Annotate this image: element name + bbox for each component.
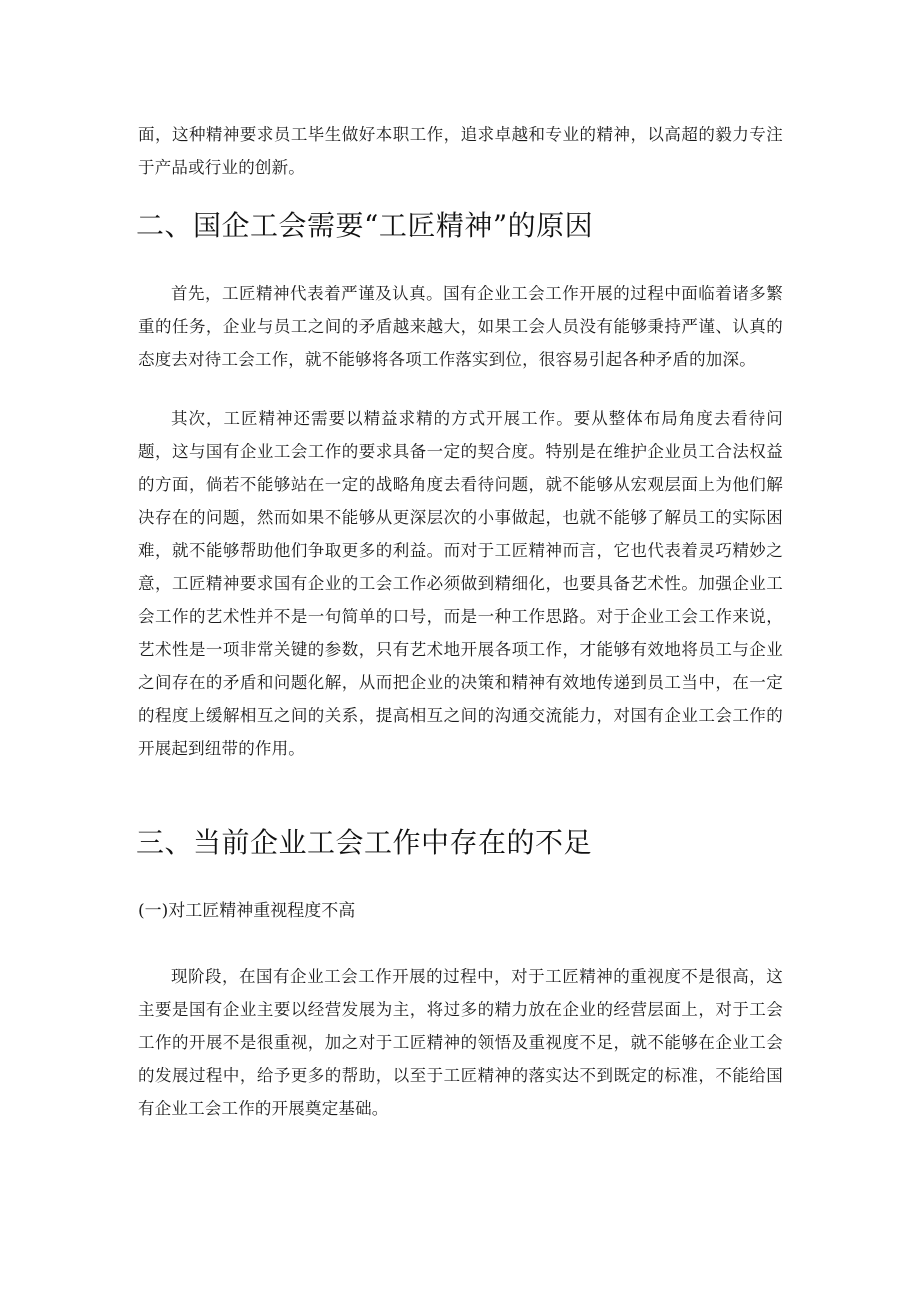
paragraph-current-stage: 现阶段，在国有企业工会工作开展的过程中，对于工匠精神的重视度不是很高，这主要是国有企业主要以经营发展为主，将过多的精力放在企业的经营层面上，对于工会工作的开展不是很重视，加之对于工匠精神的领悟及重视度不足，就不能够在企业工会的发展过程中，给予更多的帮助，以至于工匠精神的落实达不到既定的标准，不能给国有企业工会工作的开展奠定基础。 (138, 967, 783, 1118)
section-heading-3: 三、当前企业工会工作中存在的不足 (136, 826, 593, 859)
section-heading-2: 二、国企工会需要“工匠精神”的原因 (136, 209, 594, 242)
subsection-heading-1: (一)对工匠精神重视程度不高 (138, 901, 356, 921)
paragraph-intro-continuation: 面，这种精神要求员工毕生做好本职工作，追求卓越和专业的精神，以高超的毅力专注于产品或行业的创新。 (138, 125, 783, 177)
paragraph-first: 首先，工匠精神代表着严谨及认真。国有企业工会工作开展的过程中面临着诸多繁重的任务，企业与员工之间的矛盾越来越大，如果工会人员没有能够秉持严谨、认真的态度去对待工会工作，就不能够将各项工作落实到位，很容易引起各种矛盾的加深。 (138, 284, 783, 369)
paragraph-second: 其次，工匠精神还需要以精益求精的方式开展工作。要从整体布局角度去看待问题，这与国有企业工会工作的要求具备一定的契合度。特别是在维护企业员工合法权益的方面，倘若不能够站在一定的战略角度去看待问题，就不能够从宏观层面上为他们解决存在的问题，然而如果不能够从更深层次的小事做起，也就不能够了解员工的实际困难，就不能够帮助他们争取更多的利益。而对于工匠精神而言，它也代表着灵巧精妙之意，工匠精神要求国有企业的工会工作必须做到精细化，也要具备艺术性。加强企业工会工作的艺术性并不是一句简单的口号，而是一种工作思路。对于企业工会工作来说，艺术性是一项非常关键的参数，只有艺术地开展各项工作，才能够有效地将员工与企业之间存在的矛盾和问题化解，从而把企业的决策和精神有效地传递到员工当中，在一定的程度上缓解相互之间的关系，提高相互之间的沟通交流能力，对国有企业工会工作的开展起到纽带的作用。 (138, 409, 783, 758)
